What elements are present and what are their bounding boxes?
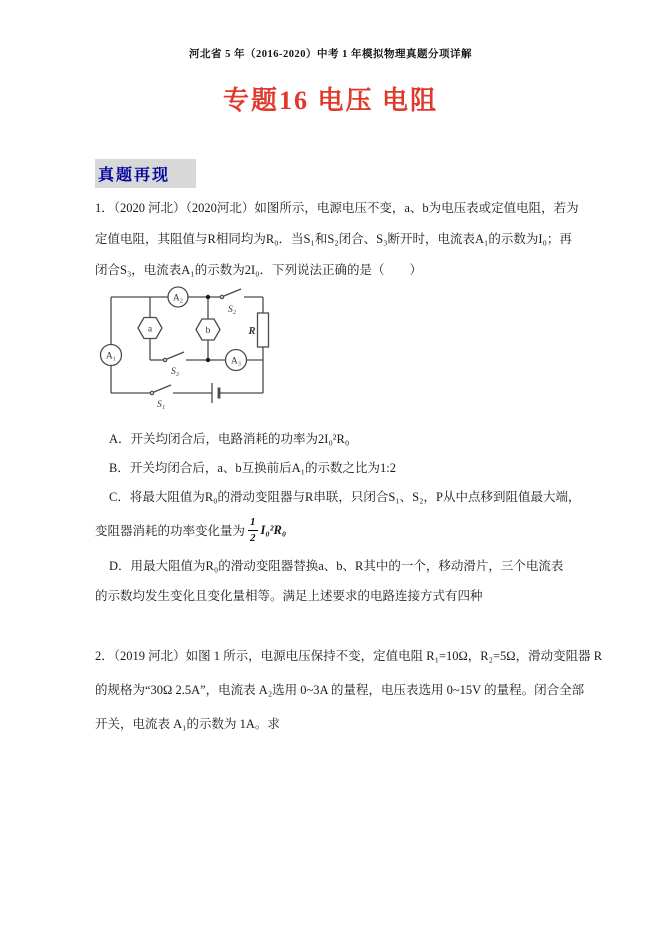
switch-s2-label: S₂ <box>227 305 237 315</box>
ammeter-a1-label: A₁ <box>105 351 117 362</box>
question-1-line-3: 闭合S₃，电流表A₁的示数为2I₀．下列说法正确的是（ ） <box>95 263 422 277</box>
fraction-numerator: 1 <box>248 516 258 530</box>
switch-s1-label: S₁ <box>156 400 166 410</box>
option-d: D．用最大阻值为R₀的滑动变阻器替换a、b、R其中的一个，移动滑片，三个电流表的示数均发生变化且变化量相等。满足上述要求的电路连接方式有四种 <box>95 559 564 603</box>
junction-dot <box>206 358 210 362</box>
option-c-line-2 <box>95 510 573 550</box>
question-1-text <box>95 193 579 286</box>
circuit-diagram <box>98 283 308 415</box>
switch-s3-blade <box>167 352 184 359</box>
fraction-denominator: 2 <box>250 531 256 544</box>
question-2-line-2: 的规格为“30Ω 2.5A”，电流表 A₂选用 0~3A 的量程，电压表选用 0~15V 的量程。闭合全部 <box>95 683 585 697</box>
question-1-line-2: 定值电阻，其阻值与R相同均为R₀．当S₁和S₂闭合、S₃断开时，电流表A₁的示数为I₀；再 <box>95 232 572 246</box>
option-c-prefix: 变阻器消耗的功率变化量为 <box>95 524 246 538</box>
fraction-one-half <box>248 516 258 543</box>
element-b-label: b <box>205 326 211 336</box>
switch-s3-pivot <box>163 358 166 361</box>
doc-header: 河北省 5 年（2016-2020）中考 1 年模拟物理真题分项详解 <box>189 49 472 60</box>
question-2-line-3: 开关，电流表 A₁的示数为 1A。求 <box>95 717 280 731</box>
page-title: 专题16 电压 电阻 <box>222 86 438 115</box>
switch-s2-blade <box>224 289 241 296</box>
option-b: B．开关均闭合后，a、b互换前后A₁的示数之比为1:2 <box>109 461 396 475</box>
question-2-line-1: 2．（2019 河北）如图 1 所示，电源电压保持不变，定值电阻 R₁=10Ω，R₂=5Ω，滑动变阻器 R <box>95 649 603 663</box>
resistor-r-label: R <box>248 326 256 337</box>
junction-dot <box>206 295 210 299</box>
element-a-label: a <box>147 324 153 335</box>
section-header: 真题再现 <box>95 159 196 188</box>
switch-s2-pivot <box>220 295 223 298</box>
ammeter-a2-label: A₂ <box>172 293 184 304</box>
option-a: A．开关均闭合后，电路消耗的功率为2I₀²R₀ <box>109 432 350 446</box>
option-c-line-1: C．将最大阻值为R₀的滑动变阻器与R串联，只闭合S₁、S₂，P从中点移到阻值最大端， <box>109 490 581 504</box>
ammeter-a3-label: A₃ <box>230 356 242 367</box>
resistor-r <box>258 313 269 347</box>
question-2-text <box>95 639 603 741</box>
switch-s1-blade <box>154 385 171 392</box>
switch-s3-label: S₃ <box>170 367 180 377</box>
switch-s1-pivot <box>150 391 153 394</box>
question-1-line-1: 1．（2020 河北）（2020河北）如图所示，电源电压不变，a、b为电压表或定值电阻，若为 <box>95 201 579 215</box>
option-c-formula: I₀²R₀ <box>260 522 287 537</box>
